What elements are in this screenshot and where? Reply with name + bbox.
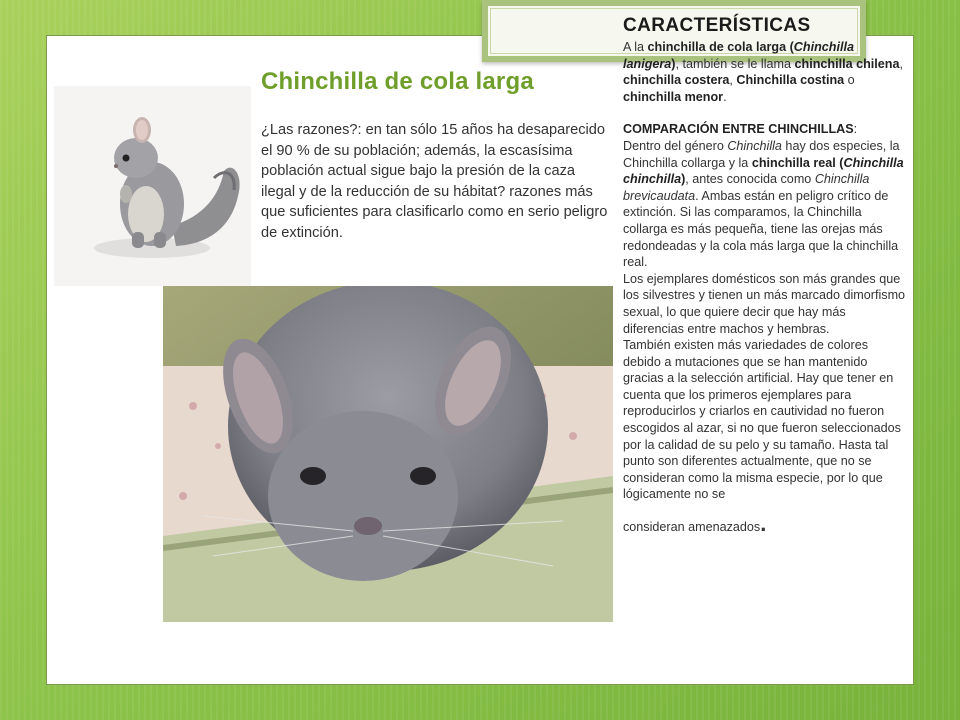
- italic-bold-run: Chinchilla chinchilla: [623, 155, 904, 187]
- text-run: hay dos especies, la Chinchilla collarga y la: [623, 138, 900, 170]
- characteristics-column: [623, 14, 909, 536]
- bold-run: chinchilla de cola larga (: [647, 40, 794, 54]
- italic-bold-run: Chinchilla lanigera: [623, 40, 854, 71]
- text-run: . Ambas están en peligro crítico de extinción. Si las comparamos, la Chinchilla collarga es más pequeña, tiene las orejas más redondeadas y la cola más larga que la chinchilla real.: [623, 188, 899, 270]
- bold-run: ): [671, 56, 676, 71]
- text-run: consideran amenazados: [623, 520, 761, 535]
- text-run: o: [844, 73, 855, 88]
- italic-run: Chinchilla: [727, 138, 782, 153]
- chinchilla-closeup-photo: [163, 286, 613, 622]
- italic-run: Chinchilla brevicaudata: [623, 172, 870, 203]
- domestic-paragraph: Los ejemplares domésticos son más grandes que los silvestres y tienen un más marcado dimorfismo sexual, lo que quiere decir que hay más diferencias entre machos y hembras.: [623, 271, 906, 336]
- closing-line: [623, 511, 909, 537]
- chinchilla-standing-photo: [54, 86, 251, 286]
- page-title: Chinchilla de cola larga: [261, 68, 534, 95]
- varieties-paragraph: También existen más variedades de colores debido a mutaciones que se han mantenido gracias a la selección artificial. Hay que tener en cuenta que los primeros ejemplares para reproducirlos y criarlos en cautividad no fueron escogidos al azar, si no que fueron seleccionados por la calidad de su pelo y su tamaño. Hasta tal punto son diferentes actualmente, que no se consideran como la misma especie, por lo que lógicamente no se: [623, 338, 901, 502]
- characteristics-paragraph-1: [623, 39, 909, 105]
- comparison-heading-line: [623, 121, 909, 138]
- bold-run: chinchilla real (: [751, 155, 844, 170]
- text-run: A la: [623, 40, 648, 54]
- comparison-heading: COMPARACIÓN ENTRE CHINCHILLAS: [623, 122, 854, 137]
- chinchilla-standing-illustration: [54, 86, 251, 286]
- bold-run: Chinchilla costina: [736, 73, 845, 88]
- characteristics-heading: CARACTERÍSTICAS: [623, 15, 811, 36]
- text-run: , antes conocida como: [685, 172, 815, 187]
- paragraph-gap: [623, 105, 909, 121]
- text-run: ,: [729, 73, 737, 88]
- bold-run: chinchilla menor: [623, 89, 724, 104]
- comparison-paragraph: [623, 138, 909, 271]
- bold-run: chinchilla costera: [623, 73, 730, 88]
- bold-run: chinchilla chilena: [794, 56, 900, 71]
- text-run: :: [853, 122, 858, 137]
- text-run: , también se le llama: [675, 56, 795, 71]
- text-run: ,: [899, 56, 903, 71]
- text-run: Dentro del género: [623, 138, 728, 153]
- intro-paragraph: ¿Las razones?: en tan sólo 15 años ha desaparecido el 90 % de su población; además, la escasísima población actual sigue bajo la presión de la caza ilegal y de la reducción de su hábitat? razones más que suficientes para clasificarlo como en serio peligro de extinción.: [261, 122, 608, 241]
- bold-run: ): [681, 172, 686, 187]
- text-run: .: [723, 89, 727, 104]
- closing-period: .: [760, 511, 767, 537]
- chinchilla-closeup-illustration: [163, 286, 613, 622]
